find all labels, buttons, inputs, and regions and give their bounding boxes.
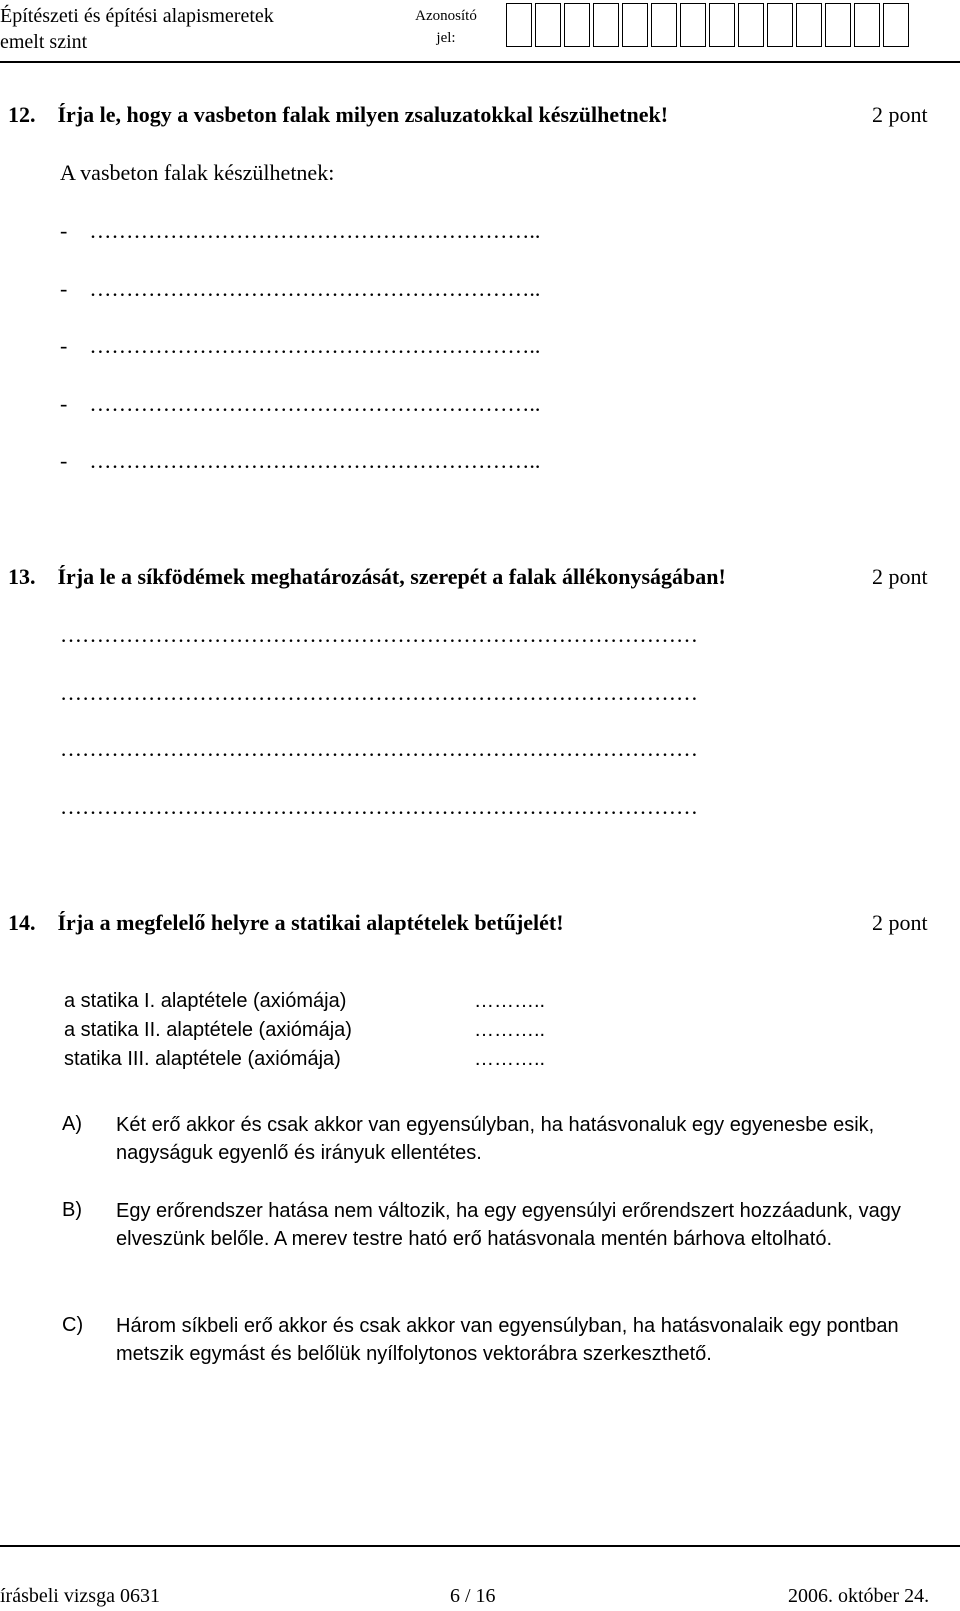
option-letter-b: B): [62, 1199, 82, 1221]
question-14-title: 14. Írja a megfelelő helyre a statikai alaptételek betűjelét!: [8, 910, 564, 935]
question-13-points: 2 pont: [872, 564, 928, 589]
footer-rule: [0, 1545, 960, 1547]
id-box[interactable]: [564, 3, 590, 47]
axiom-label: a statika II. alaptétele (axiómája): [64, 1019, 352, 1041]
option-letter-c: C): [62, 1314, 84, 1336]
answer-line[interactable]: - ……………………………………………………..: [60, 391, 541, 416]
question-13-title: 13. Írja le a síkfödémek meghatározását, szerepét a falak állékonyságában!: [8, 564, 726, 589]
id-code-boxes: [506, 3, 912, 47]
id-box[interactable]: [506, 3, 532, 47]
footer-page-number: 6 / 16: [450, 1585, 496, 1607]
option-letter-a: A): [62, 1113, 82, 1135]
id-box[interactable]: [651, 3, 677, 47]
id-box[interactable]: [709, 3, 735, 47]
id-box[interactable]: [883, 3, 909, 47]
axiom-label: statika III. alaptétele (axiómája): [64, 1048, 341, 1070]
axiom-blank[interactable]: ………..: [474, 1048, 546, 1070]
id-box[interactable]: [535, 3, 561, 47]
question-14-points: 2 pont: [872, 910, 928, 935]
id-box[interactable]: [796, 3, 822, 47]
footer-date: 2006. október 24.: [788, 1585, 930, 1607]
axiom-label: a statika I. alaptétele (axiómája): [64, 990, 347, 1012]
answer-line[interactable]: ……………………………………………………………………………: [60, 794, 698, 819]
answer-line[interactable]: ……………………………………………………………………………: [60, 622, 698, 647]
answer-line[interactable]: ……………………………………………………………………………: [60, 680, 698, 705]
answer-line[interactable]: - ……………………………………………………..: [60, 448, 541, 473]
option-text-a: Két erő akkor és csak akkor van egyensúlyban, ha hatásvonaluk egy egyenesbe esik, nagyságuk egyenlő és irányuk ellentétes.: [116, 1114, 875, 1164]
question-12-intro: A vasbeton falak készülhetnek:: [60, 160, 335, 185]
option-text-b: Egy erőrendszer hatása nem változik, ha egy egyensúlyi erőrendszert hozzáadunk, vagy elveszünk belőle. A merev testre ható erő hatásvonala mentén bárhova eltolható.: [116, 1200, 901, 1250]
id-box[interactable]: [738, 3, 764, 47]
answer-line[interactable]: - ……………………………………………………..: [60, 276, 541, 301]
axiom-blank[interactable]: ………..: [474, 1019, 546, 1041]
answer-line[interactable]: ……………………………………………………………………………: [60, 736, 698, 761]
id-box[interactable]: [854, 3, 880, 47]
id-label-line1: Azonosító: [415, 8, 477, 24]
id-box[interactable]: [622, 3, 648, 47]
subject-level: emelt szint: [0, 31, 88, 53]
id-box[interactable]: [680, 3, 706, 47]
question-12-points: 2 pont: [872, 102, 928, 127]
answer-line[interactable]: - ……………………………………………………..: [60, 333, 541, 358]
header-rule: [0, 61, 960, 63]
subject-title: Építészeti és építési alapismeretek: [0, 5, 274, 27]
id-box[interactable]: [593, 3, 619, 47]
id-box[interactable]: [825, 3, 851, 47]
option-text-c: Három síkbeli erő akkor és csak akkor van egyensúlyban, ha hatásvonalaik egy pontban metszik egymást és belőlük nyílfolytonos vektorábra szerkeszthető.: [116, 1315, 899, 1365]
axiom-blank[interactable]: ………..: [474, 990, 546, 1012]
answer-line[interactable]: - ……………………………………………………..: [60, 218, 541, 243]
id-label-line2: jel:: [436, 30, 456, 46]
id-box[interactable]: [767, 3, 793, 47]
footer-exam-code: írásbeli vizsga 0631: [0, 1585, 160, 1607]
question-12-title: 12. Írja le, hogy a vasbeton falak milyen zsaluzatokkal készülhetnek!: [8, 102, 669, 127]
